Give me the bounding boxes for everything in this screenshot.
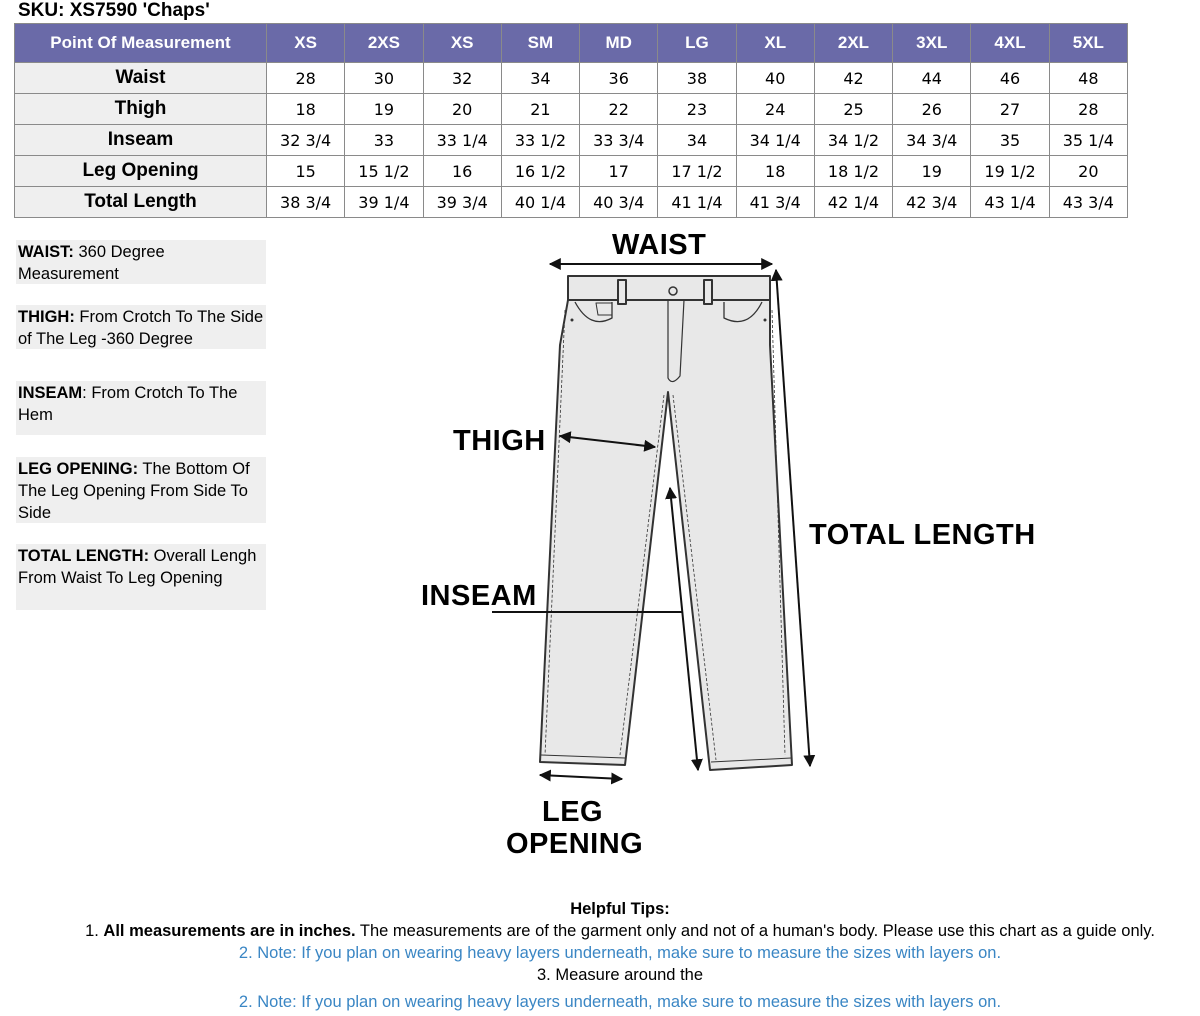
table-cell: 18 xyxy=(736,156,814,187)
table-cell: 19 xyxy=(345,94,423,125)
table-cell: 28 xyxy=(267,63,345,94)
table-cell: 41 3/4 xyxy=(736,187,814,218)
table-cell: 35 xyxy=(971,125,1049,156)
table-cell: 43 3/4 xyxy=(1049,187,1127,218)
column-header: XL xyxy=(736,24,814,63)
column-header: SM xyxy=(501,24,579,63)
row-label: Inseam xyxy=(15,125,267,156)
tip-1-text: The measurements are of the garment only and not of a human's body. Please use this chart as a guide only. xyxy=(355,922,1155,940)
table-cell: 44 xyxy=(893,63,971,94)
thigh-label: THIGH xyxy=(453,425,546,457)
column-header: 5XL xyxy=(1049,24,1127,63)
table-cell: 36 xyxy=(580,63,658,94)
table-cell: 18 1/2 xyxy=(814,156,892,187)
table-cell: 32 xyxy=(423,63,501,94)
tip-1-number: 1. xyxy=(85,922,104,940)
table-cell: 20 xyxy=(1049,156,1127,187)
table-cell: 24 xyxy=(736,94,814,125)
table-cell: 40 1/4 xyxy=(501,187,579,218)
table-cell: 39 3/4 xyxy=(423,187,501,218)
definition-text: : From Crotch To The Hem xyxy=(18,384,238,424)
table-cell: 22 xyxy=(580,94,658,125)
helpful-tips xyxy=(0,898,1200,1013)
table-cell: 38 xyxy=(658,63,736,94)
table-cell: 38 3/4 xyxy=(267,187,345,218)
table-cell: 32 3/4 xyxy=(267,125,345,156)
tip-3: 3. Measure around the xyxy=(536,966,704,984)
table-cell: 30 xyxy=(345,63,423,94)
table-cell: 48 xyxy=(1049,63,1127,94)
column-header: 3XL xyxy=(893,24,971,63)
table-cell: 28 xyxy=(1049,94,1127,125)
column-header: 4XL xyxy=(971,24,1049,63)
definition-text: From Crotch To The Side of The Leg -360 Degree xyxy=(18,308,264,348)
table-cell: 33 xyxy=(345,125,423,156)
table-cell: 34 3/4 xyxy=(893,125,971,156)
definition-term: THIGH: xyxy=(18,308,75,326)
total-length-label: TOTAL LENGTH xyxy=(809,519,1036,551)
waist-label: WAIST xyxy=(612,229,707,261)
column-header: XS xyxy=(267,24,345,63)
table-cell: 46 xyxy=(971,63,1049,94)
table-cell: 23 xyxy=(658,94,736,125)
definition-text: Overall Lengh From Waist To Leg Opening xyxy=(18,547,257,587)
table-cell: 35 1/4 xyxy=(1049,125,1127,156)
table-cell: 18 xyxy=(267,94,345,125)
table-cell: 42 3/4 xyxy=(893,187,971,218)
definition-term: LEG OPENING: xyxy=(18,460,139,478)
tip-4: 2. Note: If you plan on wearing heavy layers underneath, make sure to measure the sizes with layers on. xyxy=(238,993,1002,1011)
definition-term: TOTAL LENGTH: xyxy=(18,547,150,565)
table-cell: 19 xyxy=(893,156,971,187)
leg-opening-label-line2: OPENING xyxy=(506,828,644,860)
table-cell: 15 xyxy=(267,156,345,187)
table-cell: 34 1/2 xyxy=(814,125,892,156)
definition-term: WAIST: xyxy=(18,243,74,261)
sku-title: SKU: XS7590 'Chaps' xyxy=(18,0,210,21)
definition-term: INSEAM xyxy=(18,384,83,402)
table-cell: 25 xyxy=(814,94,892,125)
inseam-label: INSEAM xyxy=(421,580,537,612)
column-header: LG xyxy=(658,24,736,63)
column-header: MD xyxy=(580,24,658,63)
table-cell: 19 1/2 xyxy=(971,156,1049,187)
row-label: Waist xyxy=(15,63,267,94)
table-cell: 17 xyxy=(580,156,658,187)
table-cell: 34 xyxy=(658,125,736,156)
table-cell: 16 1/2 xyxy=(501,156,579,187)
tips-title: Helpful Tips: xyxy=(570,900,670,918)
table-cell: 40 3/4 xyxy=(580,187,658,218)
column-header: XS xyxy=(423,24,501,63)
row-label: Thigh xyxy=(15,94,267,125)
table-cell: 17 1/2 xyxy=(658,156,736,187)
row-label: Leg Opening xyxy=(15,156,267,187)
column-header: Point Of Measurement xyxy=(15,24,267,63)
table-cell: 39 1/4 xyxy=(345,187,423,218)
column-header: 2XS xyxy=(345,24,423,63)
table-cell: 43 1/4 xyxy=(971,187,1049,218)
pants-illustration-icon xyxy=(540,276,792,770)
row-label: Total Length xyxy=(15,187,267,218)
table-cell: 41 1/4 xyxy=(658,187,736,218)
table-cell: 33 1/2 xyxy=(501,125,579,156)
column-header: 2XL xyxy=(814,24,892,63)
table-cell: 34 1/4 xyxy=(736,125,814,156)
table-cell: 40 xyxy=(736,63,814,94)
tip-1 xyxy=(0,920,1200,942)
definition-text: The Bottom Of The Leg Opening From Side To Side xyxy=(18,460,250,522)
table-cell: 27 xyxy=(971,94,1049,125)
tip-1-bold: All measurements are in inches. xyxy=(103,922,356,940)
table-cell: 42 xyxy=(814,63,892,94)
table-cell: 21 xyxy=(501,94,579,125)
table-cell: 34 xyxy=(501,63,579,94)
table-cell: 16 xyxy=(423,156,501,187)
table-cell: 33 3/4 xyxy=(580,125,658,156)
table-cell: 20 xyxy=(423,94,501,125)
table-cell: 42 1/4 xyxy=(814,187,892,218)
tip-2: 2. Note: If you plan on wearing heavy layers underneath, make sure to measure the sizes with layers on. xyxy=(238,944,1002,962)
leg-opening-label-line1: LEG xyxy=(542,796,604,828)
table-cell: 26 xyxy=(893,94,971,125)
table-cell: 15 1/2 xyxy=(345,156,423,187)
table-cell: 33 1/4 xyxy=(423,125,501,156)
leg-opening-arrow xyxy=(540,775,622,779)
definition-text: 360 Degree Measurement xyxy=(18,243,165,283)
